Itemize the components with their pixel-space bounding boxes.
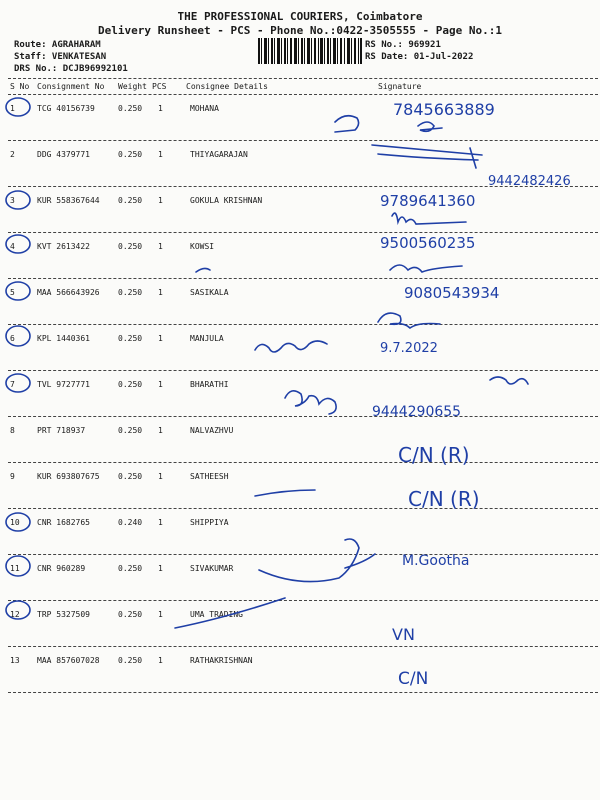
row-consignment-no: CNR 1682765 — [37, 518, 90, 527]
row-divider — [8, 186, 598, 187]
barcode — [258, 38, 362, 64]
row-pcs: 1 — [158, 426, 163, 435]
route-label: Route: AGRAHARAM — [14, 40, 101, 50]
row-weight: 0.250 — [118, 196, 143, 205]
ink-phone-2: 9442482426 — [488, 174, 571, 189]
runsheet-subtitle: Delivery Runsheet - PCS - Phone No.:0422-3505555 - Page No.:1 — [98, 24, 502, 37]
row-divider — [8, 462, 598, 463]
rs-date: RS Date: 01-Jul-2022 — [365, 52, 474, 62]
row-pcs: 1 — [158, 104, 163, 113]
col-signature: Signature — [378, 82, 422, 91]
row-weight: 0.250 — [118, 242, 143, 251]
row-divider — [8, 646, 598, 647]
row-consignee: NALVAZHVU — [190, 426, 234, 435]
row-consignee: KOWSI — [190, 242, 215, 251]
table-row — [0, 556, 600, 602]
row-divider — [8, 692, 598, 693]
table-row — [0, 234, 600, 280]
table-row — [0, 602, 600, 648]
row-sno: 10 — [10, 518, 20, 527]
table-row — [0, 188, 600, 234]
row-pcs: 1 — [158, 288, 163, 297]
row-pcs: 1 — [158, 380, 163, 389]
row-consignee: MANJULA — [190, 334, 224, 343]
row-weight: 0.250 — [118, 472, 143, 481]
header-divider-bottom — [8, 94, 598, 95]
row-consignment-no: MAA 566643926 — [37, 288, 100, 297]
row-pcs: 1 — [158, 656, 163, 665]
row-weight: 0.250 — [118, 380, 143, 389]
row-divider — [8, 508, 598, 509]
row-consignee: SASIKALA — [190, 288, 229, 297]
ink-phone-4: 9500560235 — [380, 234, 476, 252]
row-consignment-no: MAA 857607028 — [37, 656, 100, 665]
row-consignment-no: DDG 4379771 — [37, 150, 90, 159]
row-consignment-no: TRP 5327509 — [37, 610, 90, 619]
row-pcs: 1 — [158, 518, 163, 527]
table-row — [0, 510, 600, 556]
col-consignee: Consignee Details — [186, 82, 268, 91]
col-consignment: Consignment No — [37, 82, 105, 91]
row-weight: 0.250 — [118, 426, 143, 435]
company-title: THE PROFESSIONAL COURIERS, Coimbatore — [177, 10, 423, 23]
row-sno: 7 — [10, 380, 15, 389]
row-consignee: SHIPPIYA — [190, 518, 229, 527]
row-weight: 0.250 — [118, 564, 143, 573]
ink-note-6: 9.7.2022 — [380, 341, 438, 356]
ink-phone-5: 9080543934 — [404, 284, 500, 302]
row-divider — [8, 324, 598, 325]
row-pcs: 1 — [158, 472, 163, 481]
row-consignment-no: KUR 558367644 — [37, 196, 100, 205]
row-sno: 11 — [10, 564, 20, 573]
row-pcs: 1 — [158, 150, 163, 159]
row-weight: 0.250 — [118, 104, 143, 113]
table-row — [0, 418, 600, 464]
ink-phone-3: 9789641360 — [380, 192, 476, 210]
row-consignment-no: KUR 693807675 — [37, 472, 100, 481]
row-pcs: 1 — [158, 242, 163, 251]
table-row — [0, 326, 600, 372]
row-divider — [8, 416, 598, 417]
row-sno: 12 — [10, 610, 20, 619]
table-row — [0, 96, 600, 142]
table-row — [0, 142, 600, 188]
row-divider — [8, 554, 598, 555]
row-divider — [8, 600, 598, 601]
row-consignment-no: TCG 40156739 — [37, 104, 95, 113]
row-consignee: RATHAKRISHNAN — [190, 656, 253, 665]
row-consignment-no: TVL 9727771 — [37, 380, 90, 389]
row-pcs: 1 — [158, 610, 163, 619]
drs-number: DRS No.: DCJB96992101 — [14, 64, 128, 74]
row-consignment-no: PRT 718937 — [37, 426, 86, 435]
row-weight: 0.250 — [118, 288, 143, 297]
row-sno: 8 — [10, 426, 15, 435]
row-divider — [8, 232, 598, 233]
row-consignee: MOHANA — [190, 104, 219, 113]
row-sno: 13 — [10, 656, 20, 665]
row-pcs: 1 — [158, 334, 163, 343]
row-consignment-no: KPL 1440361 — [37, 334, 90, 343]
ink-signature-12: VN — [392, 625, 415, 644]
ink-cn-13: C/N — [398, 669, 429, 689]
row-consignee: THIYAGARAJAN — [190, 150, 248, 159]
row-consignee: SATHEESH — [190, 472, 229, 481]
row-sno: 4 — [10, 242, 15, 251]
ink-phone-7: 9444290655 — [372, 404, 462, 420]
col-pcs: PCS — [152, 82, 167, 91]
row-divider — [8, 370, 598, 371]
table-row — [0, 464, 600, 510]
row-pcs: 1 — [158, 196, 163, 205]
row-consignment-no: KVT 2613422 — [37, 242, 90, 251]
row-consignee: UMA TRADING — [190, 610, 243, 619]
row-sno: 5 — [10, 288, 15, 297]
ink-signature-11: M.Gootha — [402, 553, 470, 569]
table-row — [0, 280, 600, 326]
row-divider — [8, 140, 598, 141]
col-sno: S No — [10, 82, 30, 91]
staff-label: Staff: VENKATESAN — [14, 52, 107, 62]
table-row — [0, 372, 600, 418]
table-row — [0, 648, 600, 694]
col-weight: Weight — [118, 82, 147, 91]
row-pcs: 1 — [158, 564, 163, 573]
row-sno: 3 — [10, 196, 15, 205]
row-sno: 2 — [10, 150, 15, 159]
row-divider — [8, 278, 598, 279]
header-divider-top — [8, 78, 598, 79]
row-consignee: SIVAKUMAR — [190, 564, 234, 573]
row-weight: 0.250 — [118, 150, 143, 159]
row-sno: 6 — [10, 334, 15, 343]
ink-cn-9: C/N (R) — [408, 487, 480, 511]
row-weight: 0.250 — [118, 610, 143, 619]
ink-phone-1: 7845663889 — [393, 100, 495, 119]
row-consignee: GOKULA KRISHNAN — [190, 196, 263, 205]
row-consignee: BHARATHI — [190, 380, 229, 389]
rs-number: RS No.: 969921 — [365, 40, 441, 50]
ink-cn-8: C/N (R) — [398, 443, 470, 467]
row-sno: 9 — [10, 472, 15, 481]
row-weight: 0.250 — [118, 656, 143, 665]
row-sno: 1 — [10, 104, 15, 113]
row-weight: 0.240 — [118, 518, 143, 527]
row-weight: 0.250 — [118, 334, 143, 343]
row-consignment-no: CNR 960289 — [37, 564, 86, 573]
